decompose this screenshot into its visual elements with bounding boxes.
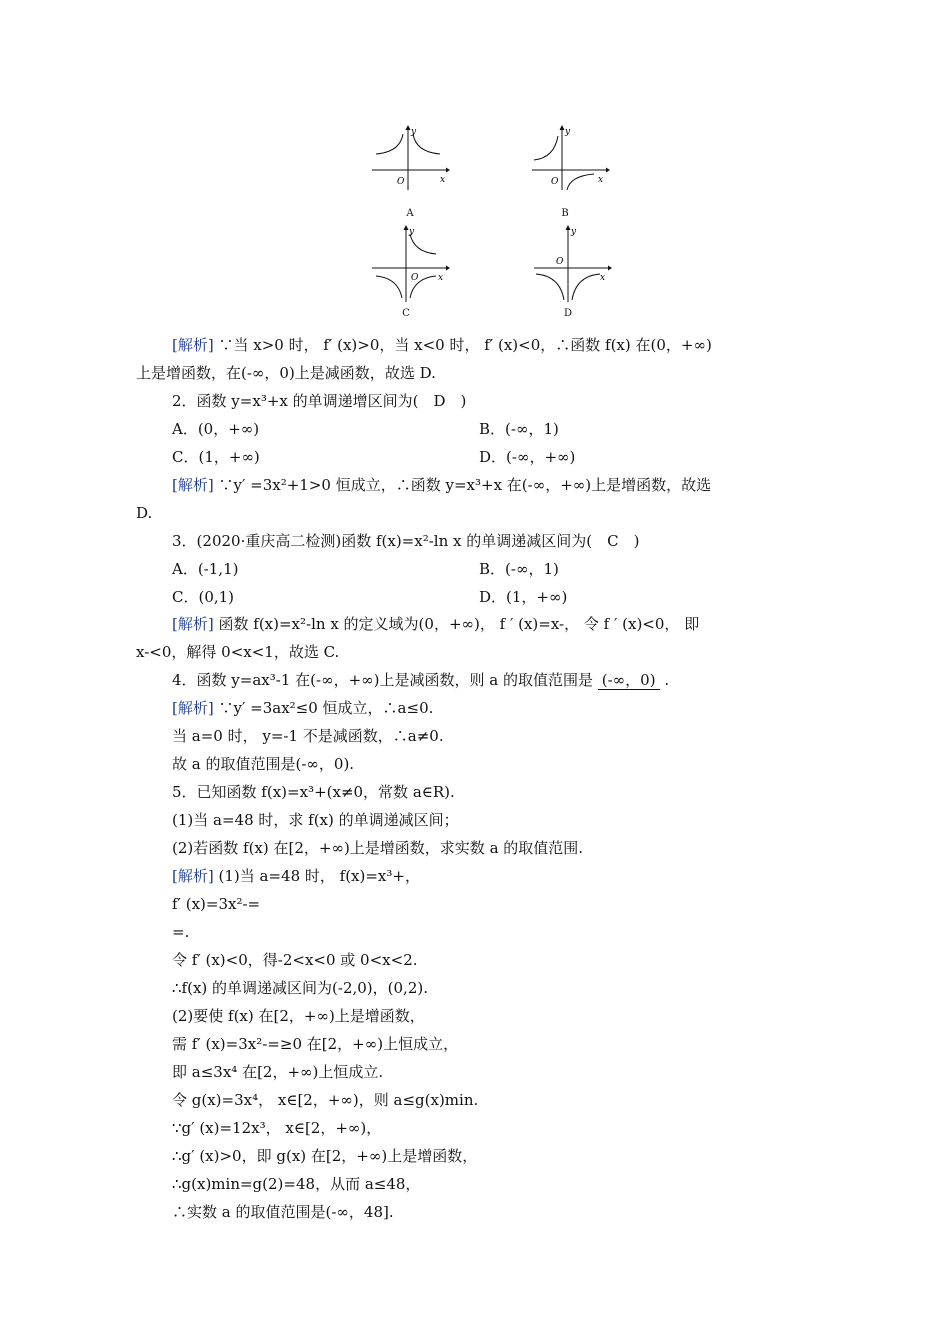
graph-c-origin: O (411, 273, 419, 283)
graph-b-label: B (561, 208, 569, 219)
q3-stem: 3．(2020·重庆高二检测)函数 f(x)=x²-ln x 的单调递减区间为( C ) (172, 532, 640, 550)
graph-b-origin: O (551, 177, 559, 187)
graph-b-plot (530, 124, 610, 194)
q4-analysis-line1 (172, 698, 852, 718)
q2-option-a: A．(0，+∞) (172, 420, 260, 438)
q5-stem: 5．已知函数 f(x)=x³+(x≠0，常数 a∈R). (172, 783, 455, 801)
graph-d-origin: O (556, 257, 564, 267)
q5-analysis-line12: ∴g(x)min=g(2)=48，从而 a≤48， (172, 1175, 421, 1193)
graph-d-x-label: x (600, 273, 606, 283)
q5-analysis-line13: ∴实数 a 的取值范围是(-∞，48]. (172, 1203, 394, 1221)
q5-analysis-text1: (1)当 a=48 时， f(x)=x³+， (218, 867, 420, 885)
q2-analysis-text1: ∵y′ =3x²+1>0 恒成立，∴函数 y=x³+x 在(-∞，+∞)上是增函数，故选 (218, 476, 712, 494)
graph-c-x-label: x (438, 273, 444, 283)
graph-a-x-label: x (440, 175, 446, 185)
graph-b-x-label: x (598, 175, 604, 185)
q2-analysis-line1 (172, 475, 852, 495)
q4-answer-blank: (-∞，0) (598, 671, 660, 690)
q5-analysis-line1 (172, 866, 852, 886)
q5-part1: (1)当 a=48 时，求 f(x) 的单调递减区间； (172, 811, 459, 829)
q2-option-b: B．(-∞，1) (479, 420, 559, 438)
q1-analysis-text1: ∵当 x>0 时， f′ (x)>0，当 x<0 时， f′ (x)<0，∴函数 f(x) 在(0，+∞) (218, 336, 712, 354)
q1-analysis-line1 (172, 335, 852, 355)
graph-c-plot (370, 224, 450, 304)
q3-option-c: C．(0,1) (172, 588, 235, 606)
q5-analysis-line6: (2)要使 f(x) 在[2，+∞)上是增函数， (172, 1007, 425, 1025)
q1-analysis-line2: 上是增函数，在(-∞，0)上是减函数，故选 D. (136, 364, 436, 382)
q2-analysis-tag: [解析] (172, 476, 214, 494)
q3-analysis-line2: x-<0，解得 0<x<1，故选 C. (136, 643, 340, 661)
graph-a-plot (370, 124, 450, 194)
graph-b-y-label: y (565, 127, 571, 137)
graph-d-label: D (563, 308, 573, 319)
q2-stem: 2．函数 y=x³+x 的单调递增区间为( D ) (172, 392, 467, 410)
graph-c-y-label: y (409, 227, 415, 237)
q5-analysis-line2: f′ (x)=3x²-= (172, 895, 261, 913)
graph-a-y-label: y (411, 127, 417, 137)
q5-part2: (2)若函数 f(x) 在[2，+∞)上是增函数，求实数 a 的取值范围. (172, 839, 584, 857)
q4-analysis-line2: 当 a=0 时， y=-1 不是减函数，∴a≠0. (172, 727, 444, 745)
q4-analysis-tag: [解析] (172, 699, 214, 717)
q4-analysis-text1: ∵y′ =3ax²≤0 恒成立，∴a≤0. (218, 699, 434, 717)
q5-analysis-line9: 令 g(x)=3x⁴， x∈[2，+∞)，则 a≤g(x)min. (172, 1091, 479, 1109)
q3-analysis-text1: 函数 f(x)=x²-ln x 的定义域为(0，+∞)， f ′ (x)=x-， 令 f ′ (x)<0， 即 (218, 615, 700, 633)
q3-analysis-tag: [解析] (172, 615, 214, 633)
graph-d-plot (532, 224, 612, 304)
q2-analysis-line2: D. (136, 504, 153, 522)
q5-analysis-line10: ∵g′ (x)=12x³， x∈[2，+∞)， (172, 1119, 382, 1137)
q5-analysis-line5: ∴f(x) 的单调递减区间为(-2,0)，(0,2). (172, 979, 428, 997)
q4-stem-end: . (664, 671, 670, 689)
q5-analysis-line4: 令 f′ (x)<0，得-2<x<0 或 0<x<2. (172, 951, 418, 969)
q3-analysis-line1 (172, 614, 852, 634)
q5-analysis-line7: 需 f′ (x)=3x²-=≥0 在[2，+∞)上恒成立， (172, 1035, 459, 1053)
option-graphs (360, 118, 620, 328)
q5-analysis-line11: ∴g′ (x)>0，即 g(x) 在[2，+∞)上是增函数， (172, 1147, 478, 1165)
q5-analysis-line3: =. (172, 923, 190, 941)
graph-a-origin: O (397, 177, 405, 187)
q2-option-c: C．(1，+∞) (172, 448, 260, 466)
q5-analysis-tag: [解析] (172, 867, 214, 885)
q3-option-b: B．(-∞，1) (479, 560, 559, 578)
q3-option-a: A．(-1,1) (172, 560, 239, 578)
q1-analysis-tag: [解析] (172, 336, 214, 354)
graph-d-y-label: y (571, 227, 577, 237)
q5-analysis-line8: 即 a≤3x⁴ 在[2，+∞)上恒成立. (172, 1063, 384, 1081)
graph-c-label: C (402, 308, 410, 319)
q4-stem-line (172, 670, 852, 690)
q4-analysis-line3: 故 a 的取值范围是(-∞，0). (172, 755, 355, 773)
q2-option-d: D．(-∞，+∞) (479, 448, 576, 466)
graph-a-label: A (406, 208, 414, 219)
q3-option-d: D．(1，+∞) (479, 588, 568, 606)
q4-stem: 4．函数 y=ax³-1 在(-∞，+∞)上是减函数，则 a 的取值范围是 (172, 671, 593, 689)
